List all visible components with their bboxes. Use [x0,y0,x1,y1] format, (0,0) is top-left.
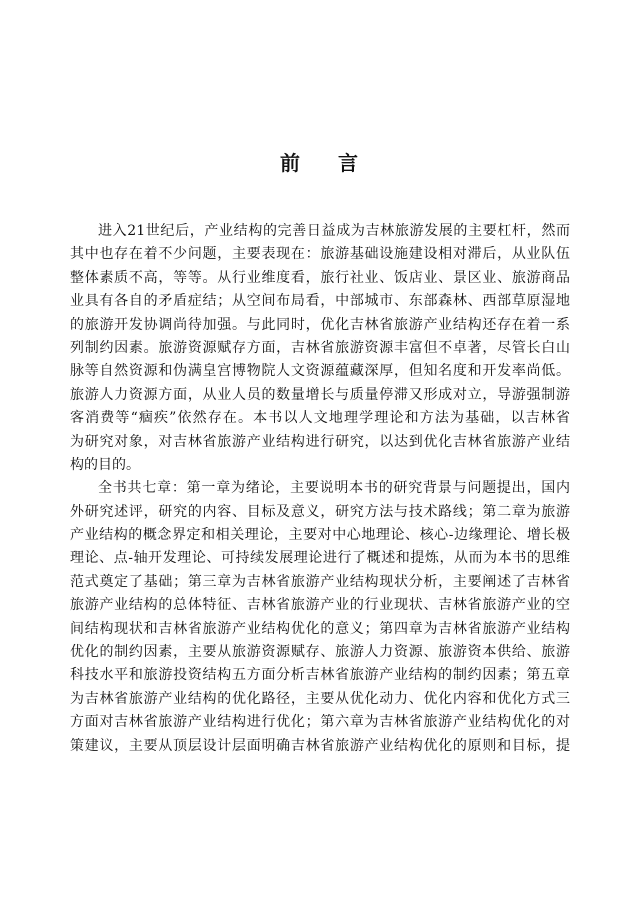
text-line: 间结构现状和吉林省旅游产业结构优化的意义；第四章为吉林省旅游产业结构 [70,620,570,637]
text-line: 其中也存在着不少问题，主要表现在：旅游基础设施建设相对滞后，从业队伍 [70,246,570,263]
text-line: 全书共七章：第一章为绪论，主要说明本书的研究背景与问题提出，国内 [98,480,570,497]
text-line: 客消费等“痼疾”依然存在。本书以人文地理学理论和方法为基础，以吉林省 [70,410,570,427]
text-line: 优化的制约因素，主要从旅游资源赋存、旅游人力资源、旅游资本供给、旅游 [70,644,570,661]
text-line: 构的目的。 [70,456,140,473]
text-line: 外研究述评，研究的内容、目标及意义，研究方法与技术路线；第二章为旅游 [70,503,570,520]
text-line: 列制约因素。旅游资源赋存方面，吉林省旅游资源丰富但不卓著，尽管长白山 [70,339,570,356]
text-line: 科技水平和旅游投资结构五方面分析吉林省旅游产业结构的制约因素；第五章 [70,667,570,684]
text-line: 为吉林省旅游产业结构的优化路径，主要从优化动力、优化内容和优化方式三 [70,690,570,707]
text-line: 范式奠定了基础；第三章为吉林省旅游产业结构现状分析，主要阐述了吉林省 [70,573,570,590]
paragraph-1 [70,220,570,477]
text-line: 旅游产业结构的总体特征、吉林省旅游产业的行业现状、吉林省旅游产业的空 [70,597,570,614]
text-line: 脉等自然资源和伪满皇宫博物院人文资源蕴藏深厚，但知名度和开发率尚低。 [70,363,570,380]
text-line: 为研究对象，对吉林省旅游产业结构进行研究，以达到优化吉林省旅游产业结 [70,433,570,450]
text-line: 的旅游开发协调尚待加强。与此同时，优化吉林省旅游产业结构还存在着一系 [70,316,570,333]
body-text [70,220,570,758]
paragraph-2 [70,477,570,758]
text-line: 业具有各自的矛盾症结；从空间布局看，中部城市、东部森林、西部草原湿地 [70,293,570,310]
text-line: 产业结构的概念界定和相关理论，主要对中心地理论、核心-边缘理论、增长极 [70,527,570,544]
text-line: 策建议，主要从顶层设计层面明确吉林省旅游产业结构优化的原则和目标，提 [70,737,570,754]
text-line: 理论、点-轴开发理论、可持续发展理论进行了概述和提炼，从而为本书的思维 [70,550,570,567]
title-char-right: 言 [338,151,358,175]
text-line: 旅游人力资源方面，从业人员的数量增长与质量停滞又形成对立，导游强制游 [70,386,570,403]
title-char-left: 前 [280,151,300,175]
text-line: 整体素质不高，等等。从行业维度看，旅行社业、饭店业、景区业、旅游商品 [70,269,570,286]
text-line: 进入21世纪后，产业结构的完善日益成为吉林旅游发展的主要杠杆，然而 [98,223,570,239]
text-line: 方面对吉林省旅游产业结构进行优化；第六章为吉林省旅游产业结构优化的对 [70,714,570,731]
page-title [0,147,638,176]
